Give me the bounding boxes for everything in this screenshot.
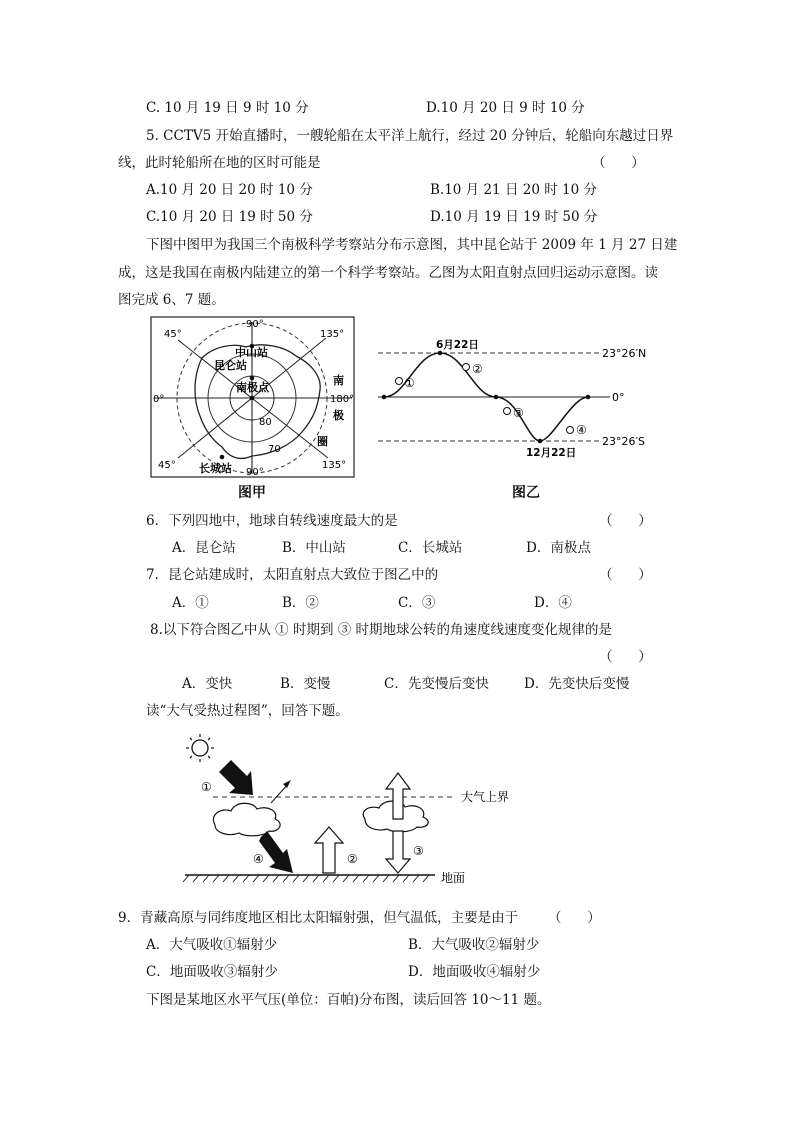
label-circle-2: ② [347, 852, 358, 866]
label-circle-3: ③ [413, 844, 424, 858]
label-zhongshan: 中山站 [235, 346, 268, 359]
q7-option-d: D．④ [534, 595, 572, 611]
label-circle-2: 极 [333, 409, 344, 422]
label-lat-80: 80 [259, 417, 272, 428]
figure-jia-antarctic-map [150, 316, 355, 478]
q6-option-c: C．长城站 [398, 540, 463, 556]
lon-90-bottom: 90° [246, 467, 264, 478]
label-p3: ③ [513, 406, 524, 420]
lon-45-bl: 45° [158, 460, 176, 471]
label-changcheng: 长城站 [199, 462, 232, 475]
kunlun-dot [250, 376, 255, 381]
q9-answer-paren: （ ） [548, 910, 601, 926]
arrow-4-ground [259, 831, 293, 873]
lon-45-tl: 45° [164, 329, 182, 340]
q4-option-c: C. 10 月 19 日 9 时 10 分 [146, 100, 309, 116]
q6-option-b: B．中山站 [282, 540, 346, 556]
cloud-left [213, 803, 280, 836]
q8-stem: 8.以下符合图乙中从 ① 时期到 ③ 时期地球公转的角速度线速度变化规律的是 [150, 622, 613, 638]
q5-stem-line2: 线，此时轮船所在地的区时可能是 [118, 155, 321, 171]
label-circle-1: 南 [333, 374, 344, 387]
q9-option-c: C．地面吸收③辐射少 [146, 964, 278, 980]
q8-option-a: A．变快 [182, 676, 233, 692]
q5-stem-line1: 5. CCTV5 开始直播时，一艘轮船在太平洋上航行，经过 20 分钟后，轮船向东越过日界 [146, 128, 674, 144]
q4-option-d: D.10 月 20 日 9 时 10 分 [426, 100, 585, 116]
q7-option-c: C．③ [398, 595, 436, 611]
q8-answer-paren: （ ） [599, 649, 652, 665]
label-equator: 0° [612, 391, 625, 404]
q7-stem: 7．昆仑站建成时，太阳直射点大致位于图乙中的 [146, 567, 439, 583]
changcheng-dot [220, 455, 225, 460]
q5-answer-paren: （ ） [592, 155, 645, 171]
label-p2: ② [472, 362, 483, 376]
south-pole-dot [250, 396, 255, 401]
intro-10-11: 下图是某地区水平气压(单位：百帕)分布图，读后回答 10～11 题。 [146, 992, 551, 1008]
label-kunlun: 昆仑站 [214, 359, 247, 372]
q8-option-d: D．先变快后变慢 [524, 676, 630, 692]
lon-135-tr: 135° [320, 329, 345, 340]
q8-option-b: B．变慢 [280, 676, 331, 692]
label-south-pole: 南极点 [236, 381, 269, 394]
q9-stem: 9．青藏高原与同纬度地区相比太阳辐射强，但气温低，主要是由于 [118, 910, 519, 926]
label-tropic-north: 23°26′N [602, 347, 647, 360]
arrow-3-counter-radiation [386, 831, 410, 873]
q6-option-d: D．南极点 [526, 540, 591, 556]
q9-option-b: B．大气吸收②辐射少 [408, 937, 540, 953]
intro-6-7-line3: 图完成 6、7 题。 [118, 292, 225, 308]
q5-option-b: B.10 月 21 日 20 时 10 分 [430, 182, 597, 198]
label-p4: ④ [576, 423, 587, 437]
lon-0: 0° [153, 394, 165, 405]
label-circle-1: ① [201, 780, 212, 794]
arrow-1-solar [219, 760, 253, 795]
q5-option-a: A.10 月 20 日 20 时 10 分 [146, 182, 313, 198]
arrow-2-ground-radiation [315, 827, 343, 873]
label-dec22: 12月22日 [526, 447, 577, 459]
caption-figure-yi: 图乙 [512, 485, 540, 501]
q6-stem: 6．下列四地中，地球自转线速度最大的是 [146, 513, 398, 529]
lon-135-br: 135° [322, 460, 347, 471]
q7-option-b: B．② [282, 595, 319, 611]
label-tropic-south: 23°26′S [602, 435, 645, 448]
label-circle-4: ④ [253, 852, 264, 866]
lon-180: 180° [330, 394, 355, 405]
label-lat-70: 70 [268, 444, 281, 455]
q7-answer-paren: （ ） [599, 567, 652, 583]
q7-option-a: A．① [172, 595, 209, 611]
q8-option-c: C．先变慢后变快 [384, 676, 489, 692]
sun-icon [186, 734, 214, 762]
label-ground: 地面 [441, 871, 466, 885]
label-circle-3: 圈 [317, 435, 328, 448]
q9-option-d: D．地面吸收④辐射少 [408, 964, 541, 980]
figure-yi-sun-migration [374, 334, 686, 462]
q5-option-c: C.10 月 20 日 19 时 50 分 [146, 209, 313, 225]
q9-option-a: A．大气吸收①辐射少 [146, 937, 278, 953]
q6-answer-paren: （ ） [599, 513, 652, 529]
intro-9: 读“大气受热过程图”，回答下题。 [146, 703, 349, 719]
label-jun22: 6月22日 [436, 339, 479, 351]
figure-atmosphere-heating [175, 733, 535, 885]
label-p1: ① [404, 376, 415, 390]
intro-6-7-line1: 下图中图甲为我国三个南极科学考察站分布示意图，其中昆仑站于 2009 年 1 月 27 日建 [146, 237, 678, 253]
label-atmosphere-top: 大气上界 [461, 790, 510, 804]
q6-option-a: A．昆仑站 [172, 540, 236, 556]
caption-figure-jia: 图甲 [238, 485, 266, 501]
q5-option-d: D.10 月 19 日 19 时 50 分 [430, 209, 598, 225]
lon-90-top: 90° [246, 319, 264, 330]
intro-6-7-line2: 成，这是我国在南极内陆建立的第一个科学考察站。乙图为太阳直射点回归运动示意图。读 [118, 265, 658, 281]
